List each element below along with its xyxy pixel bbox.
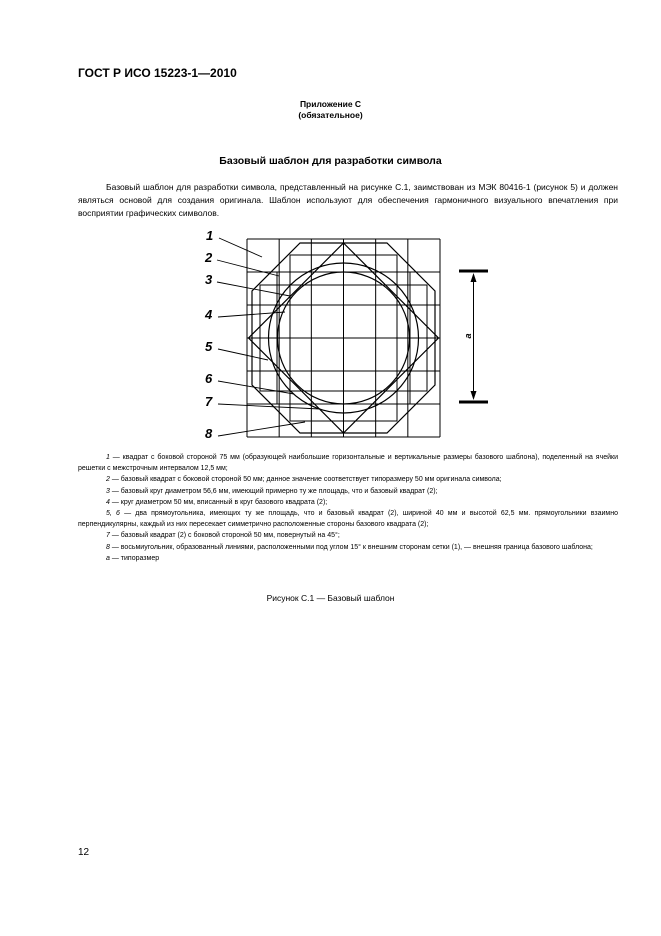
legend-item: а — типоразмер <box>106 554 160 562</box>
page-number: 12 <box>78 847 90 858</box>
figure-caption: Рисунок С.1 — Базовый шаблон <box>266 593 395 603</box>
legend-item: 4 — круг диаметром 50 мм, вписанный в круг базового квадрата (2); <box>106 498 328 506</box>
annex-title: Приложение С <box>299 99 362 109</box>
figure-label-6: 6 <box>205 371 213 386</box>
legend-item: 7 — базовый квадрат (2) с боковой стороной 50 мм, повернутый на 45°; <box>106 532 340 540</box>
annex-heading <box>0 99 661 121</box>
legend-item: 8 — восьмиугольник, образованный линиями, расположенными под углом 15° к внешним сторонам сетки (1), — внешняя граница базового шаблона; <box>106 543 593 551</box>
figure-label-7: 7 <box>205 394 213 409</box>
figure-label-4: 4 <box>205 307 213 322</box>
leader-line-8 <box>218 422 305 436</box>
dimension-arrow-up <box>471 273 477 282</box>
dimension-arrow-down <box>471 391 477 400</box>
figure-legend <box>78 452 618 564</box>
leader-line-7 <box>218 404 320 409</box>
figure-label-8: 8 <box>205 426 213 441</box>
legend-item: 3 — базовый круг диаметром 56,6 мм, имеющий примерно ту же площадь, что и базовый квадрат (2); <box>106 487 438 495</box>
leader-line-1 <box>219 238 262 257</box>
intro-paragraph: Базовый шаблон для разработки символа, представленный на рисунке С.1, заимствован из МЭК 80416-1 (рисунок 5) и должен являться основой для создания оригинала. Шаблон используют для обеспечения гармоничного визуального впечатления при восприятии графических символов. <box>78 182 618 218</box>
figure-label-1: 1 <box>206 228 214 243</box>
legend-item: 5, 6 — два прямоугольника, имеющих ту же площадь, что и базовый квадрат (2), шириной 40 мм и высотой 62,5 мм. прямоугольники взаимно перпендикулярны, каждый из них пересекает симметрично расположенные стороны базового квадрата (2); <box>78 510 618 529</box>
legend-item: 2 — базовый квадрат с боковой стороной 50 мм; данное значение соответствует типоразмеру 50 мм оригинала символа; <box>106 476 502 484</box>
figure-label-3: 3 <box>205 272 213 287</box>
annex-status: (обязательное) <box>298 110 363 120</box>
dimension-label: a <box>463 333 473 339</box>
figure-label-2: 2 <box>205 250 213 265</box>
grid-square-1 <box>247 239 440 437</box>
base-template-figure <box>190 222 490 447</box>
leader-line-6 <box>218 381 294 394</box>
section-title: Базовый шаблон для разработки символа <box>219 155 442 167</box>
legend-item: 1 — квадрат с боковой стороной 75 мм (образующей наибольшие горизонтальные и вертикальные размеры базового шаблона), поделенный на ячейки решетки с межстрочным интервалом 12,5 мм; <box>78 454 618 473</box>
figure-label-5: 5 <box>205 339 213 354</box>
document-header: ГОСТ Р ИСО 15223-1—2010 <box>78 66 237 80</box>
leader-line-2 <box>217 260 279 276</box>
